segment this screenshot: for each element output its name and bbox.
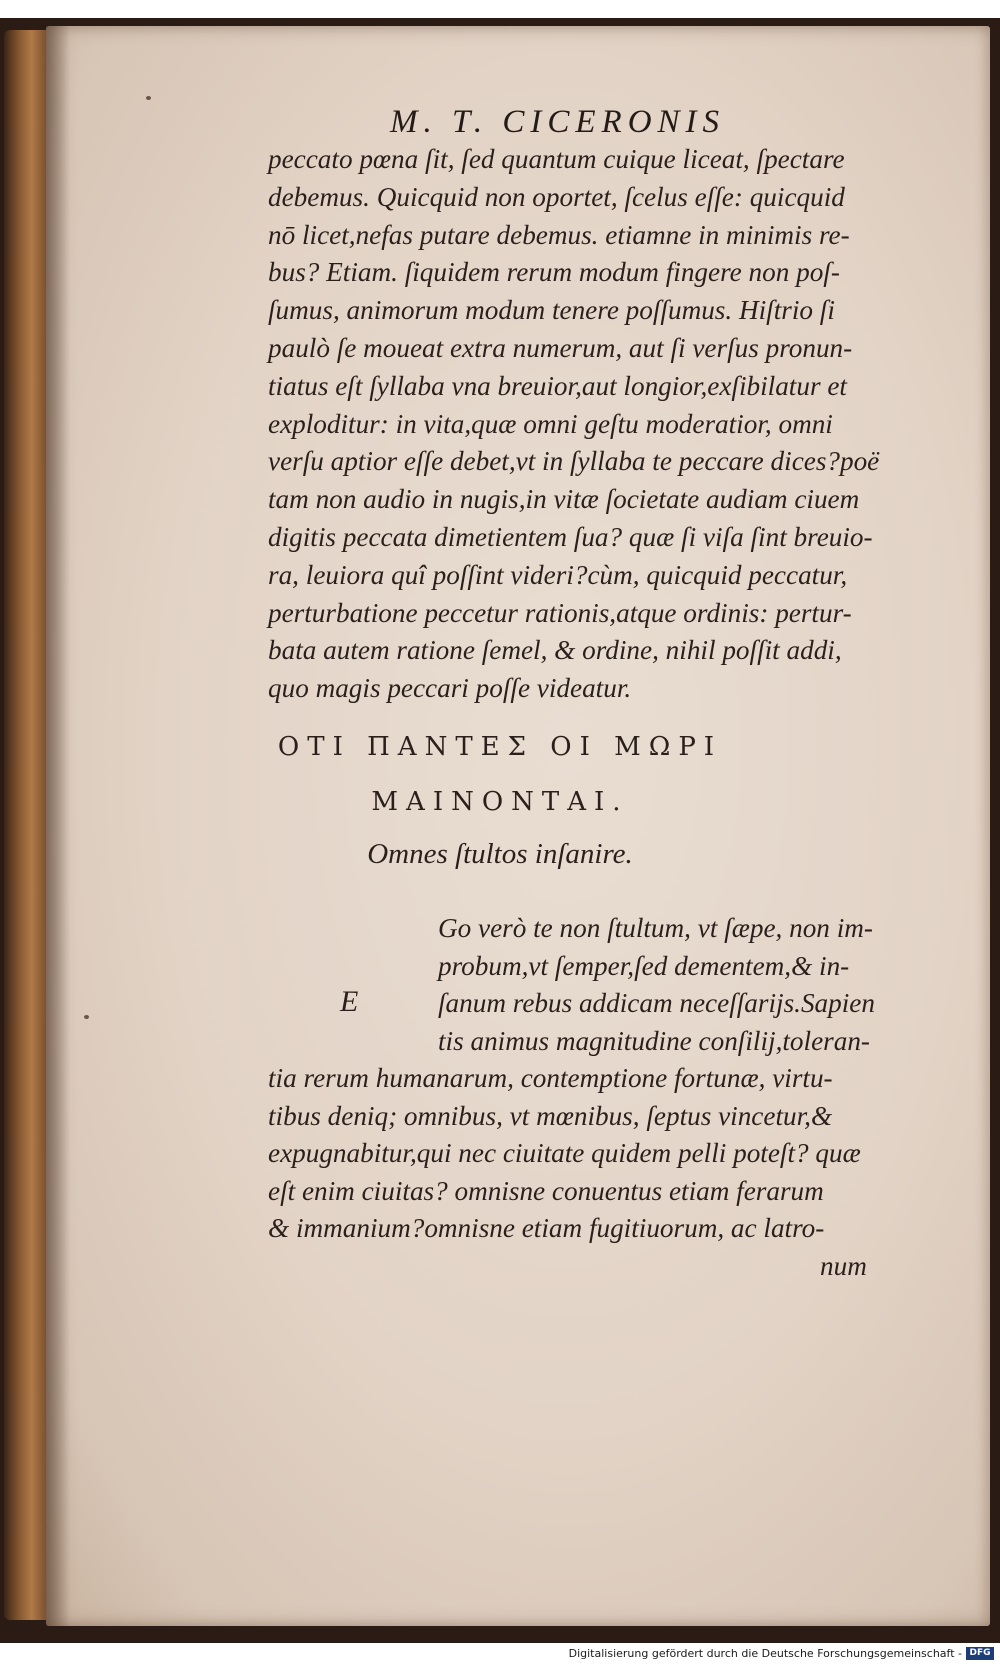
text-line: ra, leuiora quî poſſint videri?cùm, quicquid peccatur, (268, 559, 848, 590)
text-line: tam non audio in nugis,in vitæ ſocietate audiam ciuem (268, 484, 860, 515)
text-line: bus? Etiam. ſiquidem rerum modum fingere non poſ- (268, 257, 840, 288)
section-title-latin: Omnes ſtultos inſanire. (367, 838, 633, 870)
text-line: digitis peccata dimetientem ſua? quæ ſi viſa ſint breuio- (268, 521, 873, 552)
paper-speck (146, 96, 151, 100)
text-line: ſumus, animorum modum tenere poſſumus. Hiſtrio ſi (268, 295, 835, 326)
paragraph-2 (268, 910, 918, 1285)
text-line: nō licet,nefas putare debemus. etiamne in minimis re- (268, 219, 850, 250)
section-title-greek-line-1: ΟΤΙ ΠΑΝΤΕΣ ΟΙ ΜΩΡΙ (277, 732, 723, 762)
book-binding-edge (4, 30, 50, 1620)
funding-credit: Digitalisierung gefördert durch die Deutsche Forschungsgemeinschaft - (568, 1647, 962, 1660)
text-line: expugnabitur,qui nec ciuitate quidem pelli poteſt? quæ (268, 1138, 861, 1168)
section-title-greek-line-2: ΜΑΙΝΟΝΤΑΙ. (371, 787, 629, 817)
running-head: M. T. CICERONIS (390, 104, 726, 140)
text-line: tiatus eſt ſyllaba vna breuior,aut longior,exſibilatur et (268, 370, 847, 401)
text-line: probum,vt ſemper,ſed dementem,& in- (438, 950, 850, 981)
text-line: bata autem ratione ſemel, & ordine, nihil poſſit addi, (268, 635, 842, 666)
text-line: perturbatione peccetur rationis,atque ordinis: pertur- (268, 597, 852, 628)
catchword: num (820, 1250, 867, 1281)
gutter-shadow (46, 26, 70, 1626)
initial-letter: E (340, 985, 359, 1018)
text-line: debemus. Quicquid non oportet, ſcelus eſſe: quicquid (268, 181, 845, 212)
text-line: Go verò te non ſtultum, vt ſæpe, non im- (438, 913, 873, 943)
text-line: tia rerum humanarum, contemptione fortunæ, virtu- (268, 1063, 833, 1093)
dfg-logo-icon: DFG (966, 1647, 994, 1660)
text-line: ſanum rebus addicam neceſſarijs.Sapien (438, 988, 875, 1018)
text-line: peccato pœna ſit, ſed quantum cuique liceat, ſpectare (268, 144, 845, 174)
text-line: eſt enim ciuitas? omnisne conuentus etiam ferarum (268, 1175, 824, 1206)
text-line: tibus deniq; omnibus, vt mœnibus, ſeptus vincetur,& (268, 1100, 833, 1131)
text-line: verſu aptior eſſe debet,vt in ſyllaba te peccare dices?poë (268, 446, 880, 477)
paper-speck (84, 1015, 89, 1019)
paragraph-1 (268, 141, 918, 708)
text-line: paulò ſe moueat extra numerum, aut ſi verſus pronun- (268, 332, 853, 363)
text-line: tis animus magnitudine conſilij,toleran- (438, 1025, 870, 1056)
text-line: & immanium?omnisne etiam fugitiuorum, ac latro- (268, 1213, 825, 1243)
text-line: quo magis peccari poſſe videatur. (268, 673, 632, 704)
text-line: exploditur: in vita,quæ omni geſtu moderatior, omni (268, 408, 833, 439)
